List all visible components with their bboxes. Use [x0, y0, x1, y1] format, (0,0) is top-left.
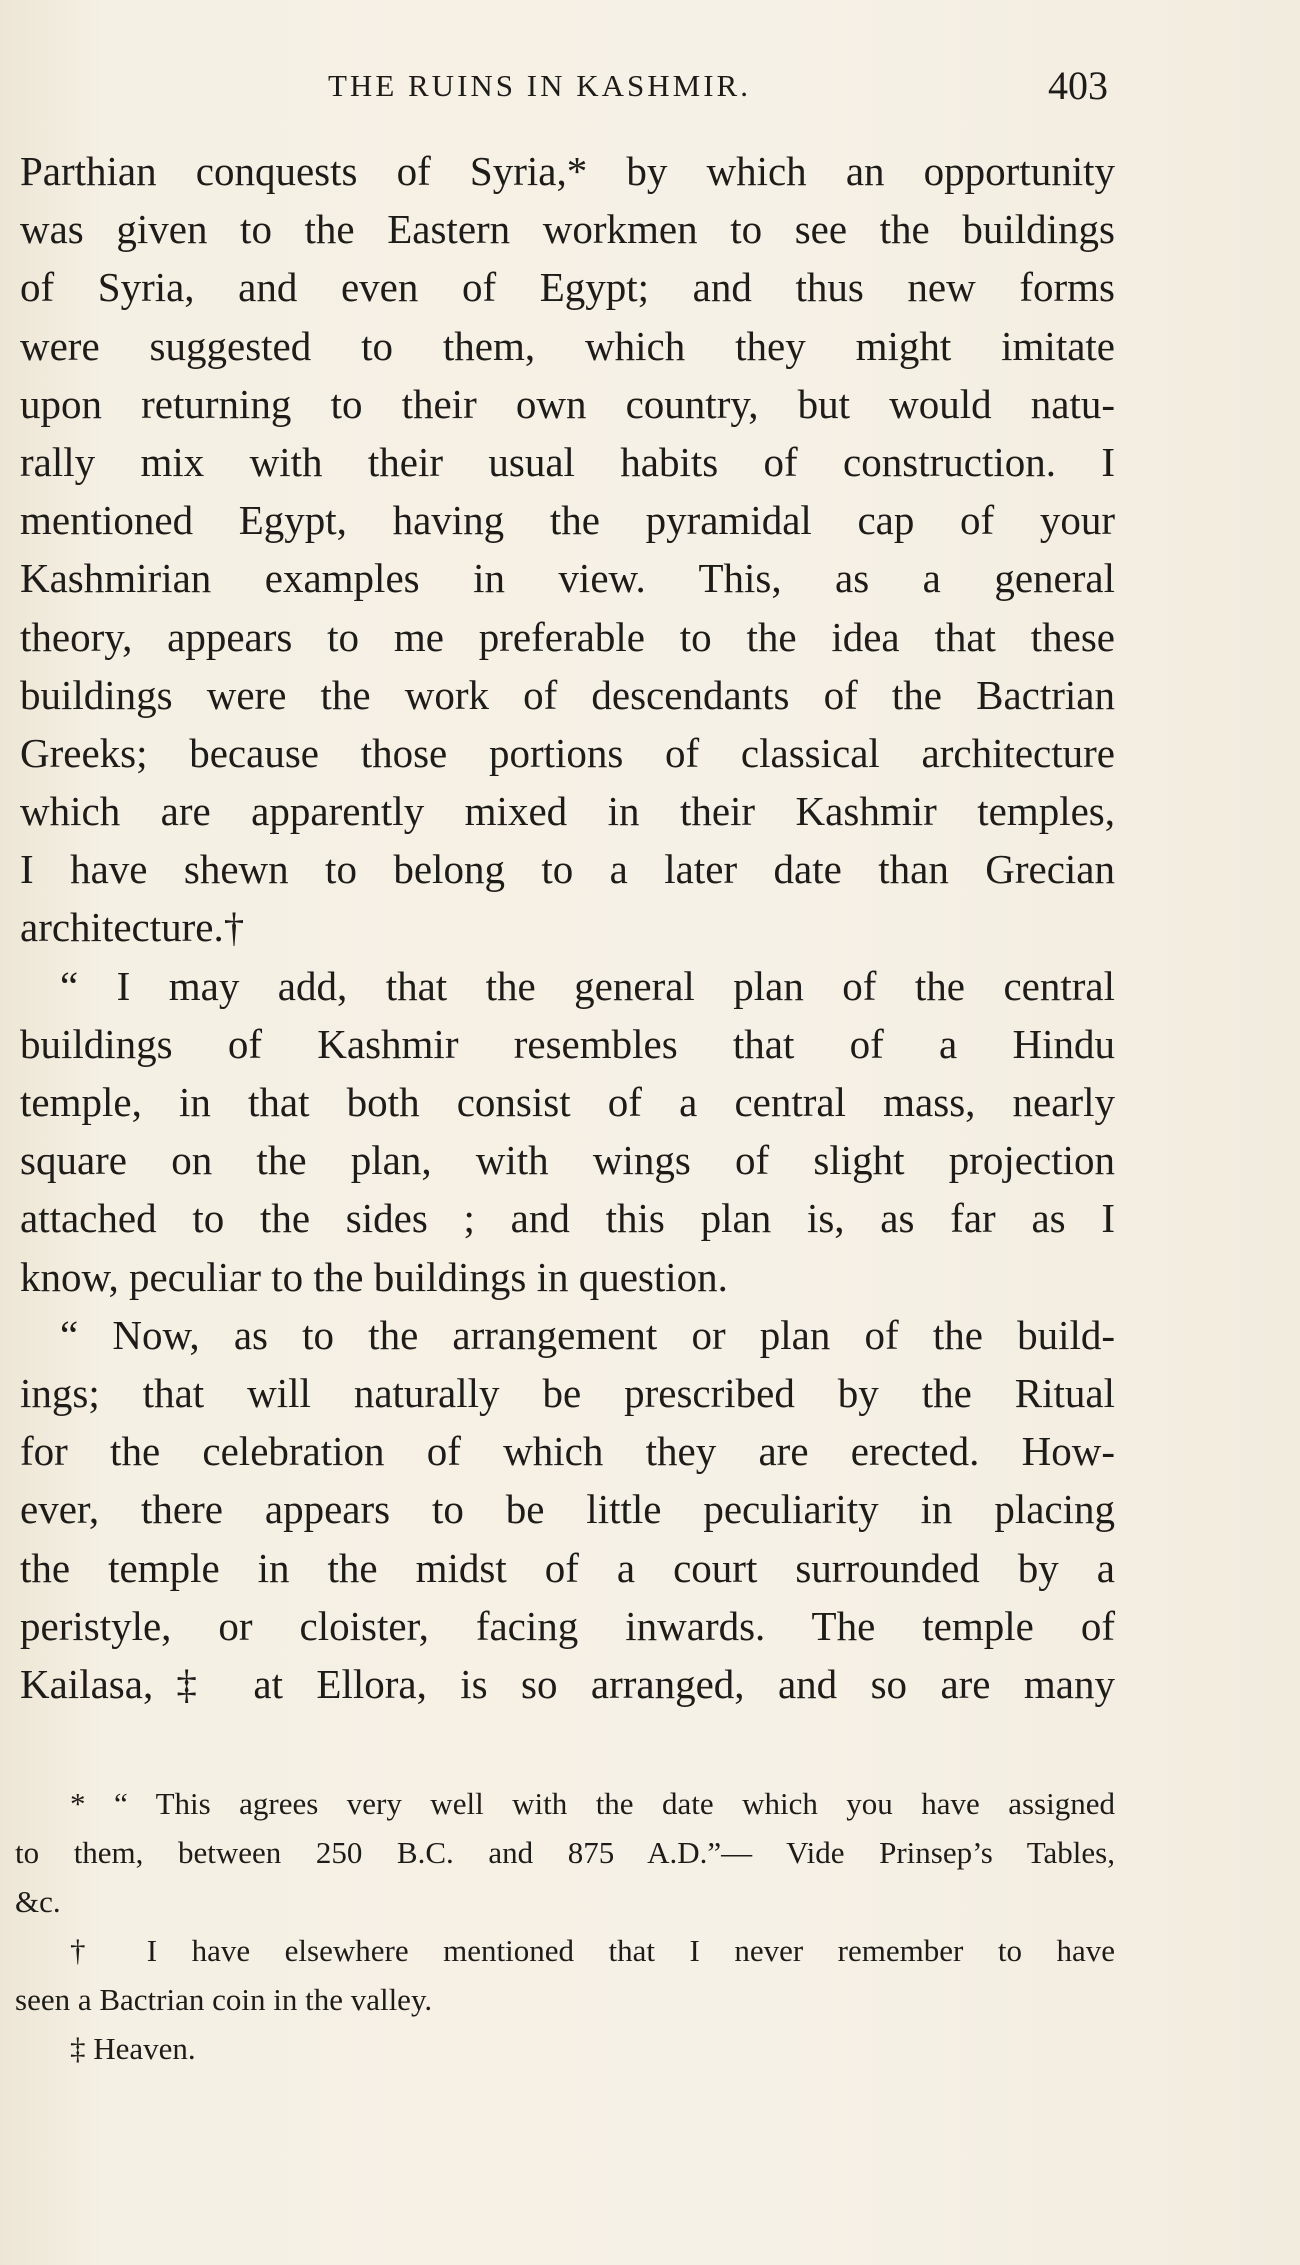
body-line: I have shewn to belong to a later date than Grecian [20, 846, 1115, 893]
body-line: Kailasa,‡ at Ellora, is so arranged, and so are many [20, 1660, 1115, 1707]
body-line: know, peculiar to the buildings in question. [20, 1253, 728, 1300]
body-line: was given to the Eastern workmen to see the buildings [20, 206, 1115, 253]
body-line: upon returning to their own country, but would natu- [20, 380, 1115, 427]
footnote-line: * “ This agrees very well with the date which you have assigned [70, 1786, 1115, 1821]
footnote-line: to them, between 250 B.C. and 875 A.D.”— Vide Prinsep’s Tables, [15, 1835, 1115, 1870]
body-line: ever, there appears to be little peculiarity in placing [20, 1486, 1115, 1533]
body-line: were suggested to them, which they might imitate [20, 322, 1115, 369]
body-line: buildings of Kashmir resembles that of a Hindu [20, 1020, 1115, 1067]
body-line: buildings were the work of descendants of the Bactrian [20, 671, 1115, 718]
body-line: peristyle, or cloister, facing inwards. The temple of [20, 1602, 1115, 1649]
body-line: Kashmirian examples in view. This, as a general [20, 555, 1115, 602]
body-line: square on the plan, with wings of slight projection [20, 1137, 1115, 1184]
footnote-line: ‡ Heaven. [70, 2031, 196, 2066]
body-text [20, 142, 1115, 1713]
footnote-line: &c. [15, 1884, 61, 1919]
body-line: for the celebration of which they are erected. How- [20, 1428, 1115, 1475]
body-line: “ I may add, that the general plan of the central [60, 962, 1115, 1009]
body-line: of Syria, and even of Egypt; and thus new forms [20, 264, 1115, 311]
body-line: which are apparently mixed in their Kashmir temples, [20, 788, 1115, 835]
running-title: THE RUINS IN KASHMIR. [328, 68, 751, 103]
body-line: mentioned Egypt, having the pyramidal cap of your [20, 497, 1115, 544]
running-head [0, 62, 1300, 122]
body-line: Parthian conquests of Syria,* by which an opportunity [20, 148, 1115, 194]
body-line: rally mix with their usual habits of construction. I [20, 438, 1115, 485]
page-number: 403 [1048, 63, 1108, 108]
footnotes [15, 1780, 1115, 2074]
footnote-line: † I have elsewhere mentioned that I never remember to have [70, 1933, 1115, 1968]
body-line: temple, in that both consist of a central mass, nearly [20, 1079, 1115, 1125]
body-line: attached to the sides ; and this plan is, as far as I [20, 1195, 1115, 1242]
body-line: ings; that will naturally be prescribed by the Ritual [20, 1369, 1115, 1416]
body-line: “ Now, as to the arrangement or plan of the build- [60, 1311, 1115, 1358]
footnote-line: seen a Bactrian coin in the valley. [15, 1982, 433, 2017]
body-line: theory, appears to me preferable to the idea that these [20, 613, 1115, 660]
body-line: architecture.† [20, 904, 245, 951]
body-line: Greeks; because those portions of classical architecture [20, 729, 1115, 776]
body-line: the temple in the midst of a court surrounded by a [20, 1544, 1115, 1591]
